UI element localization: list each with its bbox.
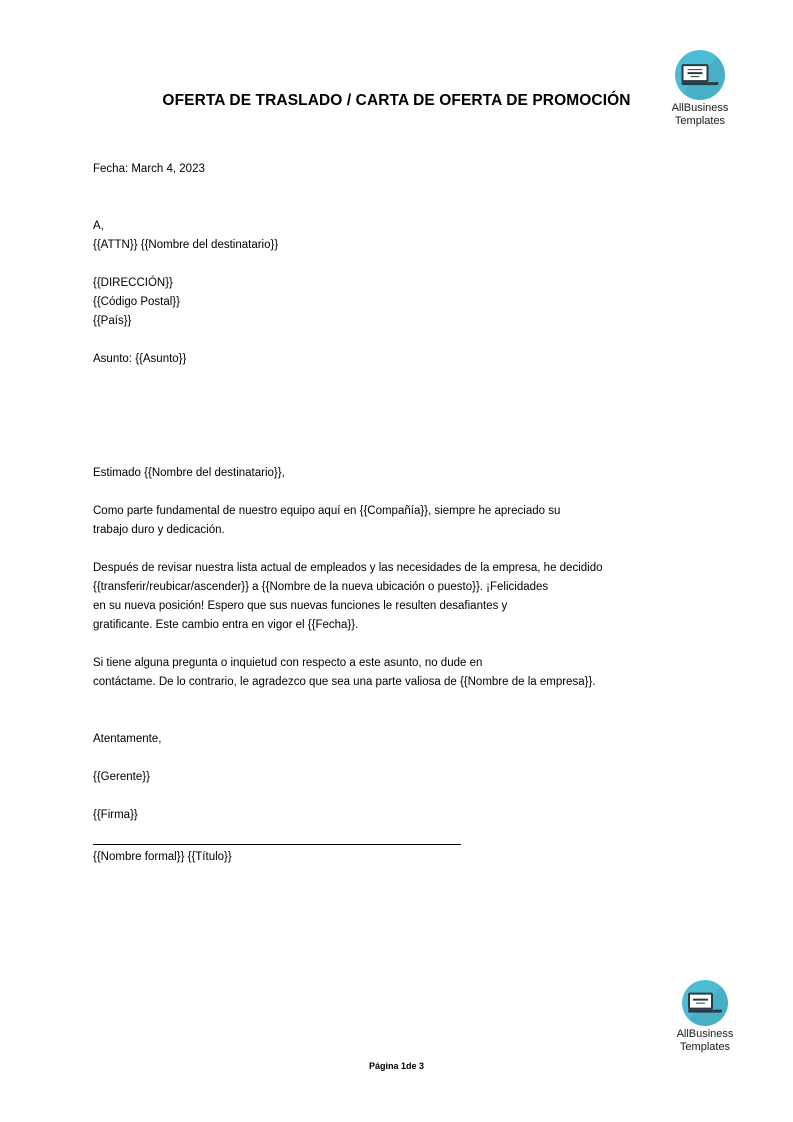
laptop-icon (675, 50, 725, 100)
paragraph-line: trabajo duro y dedicación. (93, 524, 225, 536)
recipient-block (93, 217, 703, 255)
laptop-icon (682, 980, 728, 1026)
paragraph-line: {{transferir/reubicar/ascender}} a {{Nombre de la nueva ubicación o puesto}}. ¡Felicidades (93, 581, 549, 593)
subject-line: Asunto: {{Asunto}} (93, 353, 187, 365)
screen-line (693, 999, 708, 1001)
spacer (93, 635, 703, 654)
salutation: Estimado {{Nombre del destinatario}}, (93, 467, 285, 479)
manager-placeholder: {{Gerente}} (93, 771, 150, 783)
date-line: Fecha: March 4, 2023 (93, 163, 205, 175)
spacer (93, 369, 703, 445)
page-title: OFERTA DE TRASLADO / CARTA DE OFERTA DE PROMOCIÓN (162, 92, 631, 109)
spacer (93, 787, 703, 806)
recipient-to-label: A, (93, 220, 104, 232)
brand-name-line-1: AllBusiness (676, 1028, 734, 1040)
spacer (93, 255, 703, 274)
formal-name-title: {{Nombre formal}} {{Título}} (93, 851, 232, 863)
page-indicator: Página 1de 3 (368, 1061, 425, 1071)
paragraph-line: Como parte fundamental de nuestro equipo aquí en {{Compañía}}, siempre he apreciado su (93, 505, 561, 517)
spacer (93, 331, 703, 350)
screen-line (691, 76, 700, 78)
sign-off: Atentamente, (93, 733, 162, 745)
body-paragraph-3 (93, 654, 703, 692)
recipient-country: {{País}} (93, 315, 132, 327)
brand-name-line-2: Templates (679, 1040, 731, 1053)
spacer (93, 749, 703, 768)
body-paragraph-2 (93, 559, 703, 635)
screen-line (688, 72, 703, 74)
screen-line (696, 1002, 705, 1004)
laptop-glyph (688, 993, 722, 1013)
spacer (93, 825, 703, 844)
recipient-attn-line: {{ATTN}} {{Nombre del destinatario}} (93, 239, 279, 251)
laptop-screen (688, 993, 713, 1010)
spacer (93, 540, 703, 559)
brand-name-line-2: Templates (674, 114, 726, 127)
screen-line (688, 69, 703, 71)
brand-logo-header (650, 50, 750, 127)
laptop-screen (682, 64, 709, 82)
recipient-postal-code: {{Código Postal}} (93, 296, 180, 308)
brand-name-header (650, 102, 750, 127)
paragraph-line: contáctame. De lo contrario, le agradezco que sea una parte valiosa de {{Nombre de la empresa}}. (93, 676, 596, 688)
recipient-address: {{DIRECCIÓN}} (93, 277, 173, 289)
letter-body (93, 160, 703, 867)
brand-logo-footer (658, 980, 752, 1053)
paragraph-line: en su nueva posición! Espero que sus nuevas funciones le resulten desafiantes y (93, 600, 508, 612)
brand-name-footer (658, 1028, 752, 1053)
brand-name-line-1: AllBusiness (671, 102, 729, 114)
paragraph-line: Después de revisar nuestra lista actual de empleados y las necesidades de la empresa, he decidido (93, 562, 603, 574)
body-paragraph-1 (93, 502, 703, 540)
laptop-base (688, 1010, 722, 1013)
laptop-glyph (682, 64, 719, 85)
signature-line (93, 844, 461, 845)
spacer (93, 483, 703, 502)
spacer (93, 692, 703, 730)
spacer (93, 445, 703, 464)
paragraph-line: Si tiene alguna pregunta o inquietud con respecto a este asunto, no dude en (93, 657, 483, 669)
paragraph-line: gratificante. Este cambio entra en vigor el {{Fecha}}. (93, 619, 359, 631)
spacer (93, 179, 703, 217)
laptop-base (682, 82, 719, 85)
signature-placeholder: {{Firma}} (93, 809, 138, 821)
recipient-address-block (93, 274, 703, 331)
